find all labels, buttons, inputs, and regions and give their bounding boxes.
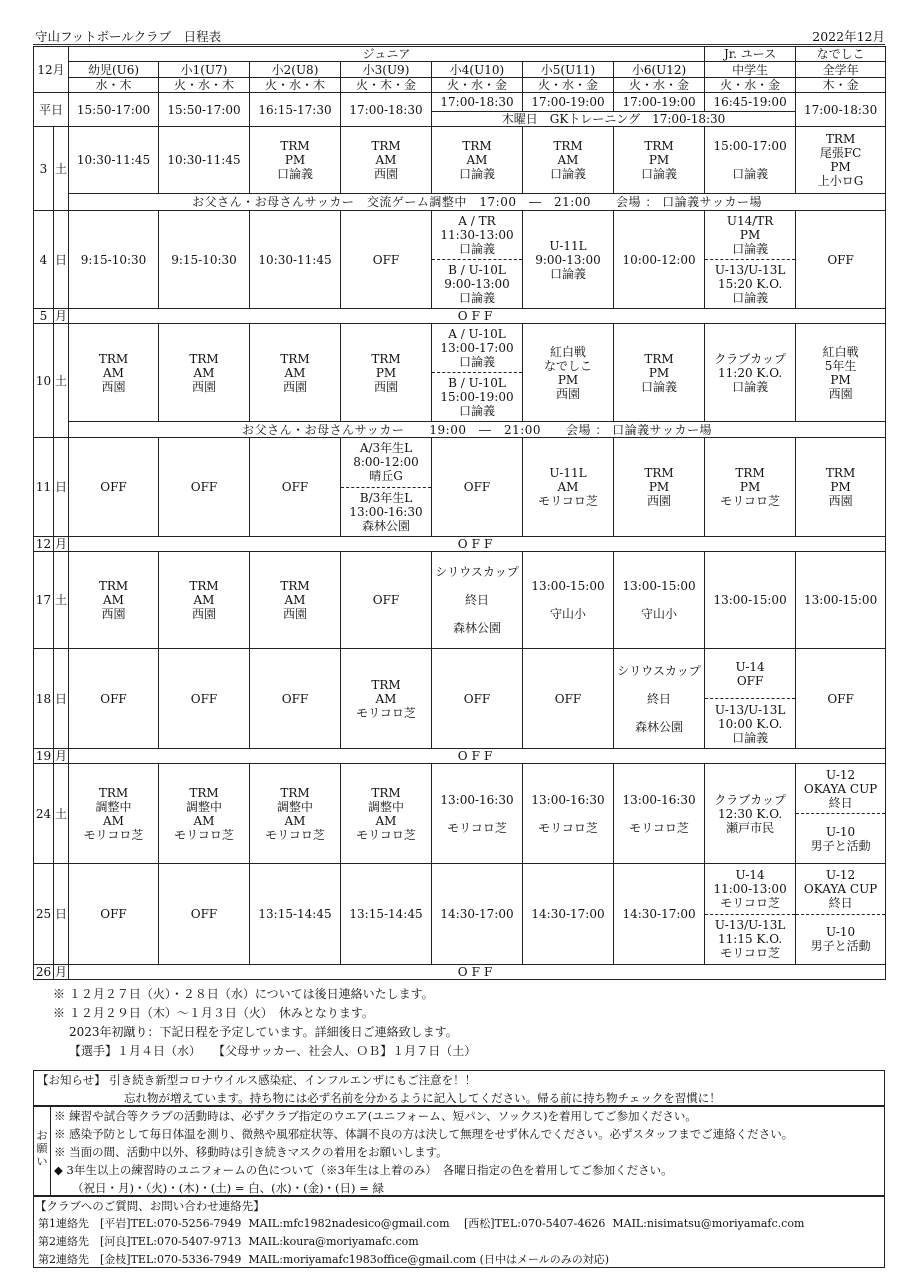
contact-line: 第1連絡先 [平岩]TEL:070-5256-7949 MAIL:mfc1982nadesico@gmail.com [西松]TEL:070-5407-4626 MAIL:nisimatsu@moriyamafc.com — [38, 1217, 805, 1230]
category-cell: 小2(U8) — [250, 62, 341, 78]
schedule-cell: TRM 調整中 AM モリコロ芝 — [341, 764, 432, 864]
date-cell: 10 — [34, 324, 54, 438]
schedule-cell-split — [432, 324, 523, 422]
split-top: U-12 OKAYA CUP 終日 — [796, 764, 885, 814]
schedule-cell: 13:00-15:00 — [796, 552, 886, 649]
request-line: ※ 練習や試合等クラブの活動時は、必ずクラブ指定のウエア(ユニフォーム、短パン、ソックス)を着用してご参加ください。 — [54, 1109, 697, 1123]
schedule-cell-split — [705, 864, 796, 965]
schedule-cell: OFF — [796, 211, 886, 309]
weekday-cell: 火・水・金 — [705, 78, 796, 93]
weekday-cell: 土 — [54, 127, 69, 211]
info-box — [33, 1070, 885, 1106]
category-cell: 小5(U11) — [523, 62, 614, 78]
schedule-cell: OFF — [796, 649, 886, 749]
schedule-cell: 13:15-14:45 — [250, 864, 341, 965]
split-top: A / TR 11:30-13:00 口論義 — [432, 211, 522, 260]
note-line: ※ １２月２７日（火）・２８日（水）については後日連絡いたします。 — [53, 987, 434, 1001]
request-line: ※ 当面の間、活動中以外、移動時は引き続きマスクの着用をお願いします。 — [54, 1145, 448, 1159]
info-line: 忘れ物が増えています。持ち物には必ず名前を分かるように記入してください。帰る前に持ち物チェックを習慣に！ — [124, 1091, 721, 1105]
schedule-cell: OFF — [250, 438, 341, 537]
schedule-cell: 10:30-11:45 — [159, 127, 250, 194]
gk-training-note: 木曜日 GKトレーニング 17:00-18:30 — [432, 112, 796, 127]
schedule-cell: シリウスカップ 終日 森林公園 — [432, 552, 523, 649]
date-cell: 19 — [34, 749, 54, 764]
date-cell: 5 — [34, 309, 54, 324]
requests-label-column — [34, 1107, 51, 1195]
request-line: （祝日・月)・（火)・(木)・(土) = 白、(水)・(金)・(日) = 緑 — [72, 1181, 384, 1195]
schedule-cell-split — [705, 211, 796, 309]
date-cell: 26 — [34, 965, 54, 980]
schedule-cell-split — [796, 864, 886, 965]
schedule-cell: 14:30-17:00 — [432, 864, 523, 965]
weekday-cell: 火・水・木 — [159, 78, 250, 93]
off-row: OFF — [69, 309, 886, 324]
split-top: A/3年生L 8:00-12:00 晴丘G — [341, 438, 431, 488]
split-top: U-14 OFF — [705, 649, 795, 699]
schedule-cell: TRM AM 西園 — [69, 324, 159, 422]
schedule-cell: 10:00-12:00 — [614, 211, 705, 309]
weekday-cell: 日 — [54, 649, 69, 749]
off-row: OFF — [69, 749, 886, 764]
weekday-cell: 火・水・金 — [432, 78, 523, 93]
schedule-cell: TRM AM 西園 — [159, 324, 250, 422]
split-top: U14/TR PM 口論義 — [705, 211, 795, 260]
parents-soccer-banner: お父さん・お母さんサッカー 交流ゲーム調整中 17:00 ― 21:00 会場 ： 口論義サッカー場 — [69, 194, 886, 211]
split-top: U-14 11:00-13:00 モリコロ芝 — [705, 864, 795, 915]
category-cell: 小4(U10) — [432, 62, 523, 78]
group-youth: Jr. ユース — [705, 47, 796, 62]
weekday-time: 15:50-17:00 — [69, 93, 159, 127]
schedule-cell: OFF — [341, 552, 432, 649]
request-line: ※ 感染予防として毎日体温を測り、微熱や風邪症状等、体調不良の方は決して無理をせず休んでください。必ずスタッフまでご連絡ください。 — [54, 1127, 794, 1141]
weekday-cell: 月 — [54, 965, 67, 979]
weekday-time: 17:00-19:00 — [523, 93, 614, 112]
weekday-cell: 日 — [54, 438, 69, 537]
schedule-cell: 13:00-16:30 モリコロ芝 — [432, 764, 523, 864]
split-bottom: U-13/U-13L 11:15 K.O. モリコロ芝 — [714, 918, 786, 961]
contact-line: 第2連絡先 [河良]TEL:070-5407-9713 MAIL:koura@moriyamafc.com — [38, 1235, 419, 1248]
schedule-cell: OFF — [69, 864, 159, 965]
schedule-cell: 15:00-17:00 口論義 — [705, 127, 796, 194]
schedule-cell: TRM AM 西園 — [69, 552, 159, 649]
schedule-cell: OFF — [159, 864, 250, 965]
schedule-cell: TRM PM 口論義 — [614, 324, 705, 422]
schedule-cell: OFF — [69, 438, 159, 537]
weekday-time: 17:00-19:00 — [614, 93, 705, 112]
request-line: ◆ 3年生以上の練習時のユニフォームの色について（※3年生は上着のみ） 各曜日指定の色を着用してご参加ください。 — [54, 1163, 673, 1177]
schedule-cell: OFF — [159, 438, 250, 537]
split-bottom: U-13/U-13L 15:20 K.O. 口論義 — [714, 263, 786, 305]
schedule-cell: 13:00-15:00 守山小 — [614, 552, 705, 649]
parents-soccer-banner: お父さん・お母さんサッカー 19:00 ― 21:00 会場 ： 口論義サッカー場 — [69, 422, 886, 438]
schedule-cell: TRM AM モリコロ芝 — [341, 649, 432, 749]
note-line: 【選手】１月４日（水） 【父母サッカー、社会人、ＯＢ】１月７日（土） — [69, 1044, 477, 1058]
schedule-cell: 紅白戦 5年生 PM 西園 — [796, 324, 886, 422]
schedule-notes — [33, 985, 885, 1061]
date-cell: 24 — [34, 764, 54, 864]
weekday-cell: 土 — [54, 552, 69, 649]
schedule-cell: OFF — [69, 649, 159, 749]
weekday-time: 15:50-17:00 — [159, 93, 250, 127]
group-nadeshiko: なでしこ — [796, 47, 886, 62]
schedule-cell: OFF — [250, 649, 341, 749]
schedule-cell-split — [705, 649, 796, 749]
schedule-cell: TRM PM 口論義 — [614, 127, 705, 194]
month-label: 2022年12月 — [812, 29, 885, 44]
date-cell: 12 — [34, 537, 54, 552]
schedule-cell: U-11L AM モリコロ芝 — [523, 438, 614, 537]
schedule-cell: クラブカップ 12:30 K.O. 瀬戸市民 — [705, 764, 796, 864]
schedule-cell: U-11L 9:00-13:00 口論義 — [523, 211, 614, 309]
weekday-cell: 月 — [54, 309, 67, 323]
contact-heading: 【クラブへのご質問、お問い合わせ連絡先】 — [35, 1199, 265, 1213]
weekday-cell: 火・木・金 — [341, 78, 432, 93]
category-cell: 小3(U9) — [341, 62, 432, 78]
schedule-cell: TRM PM 西園 — [796, 438, 886, 537]
requests-label: お願い — [36, 1129, 48, 1168]
schedule-cell: 10:30-11:45 — [69, 127, 159, 194]
off-row: OFF — [69, 537, 886, 552]
schedule-cell: TRM PM 西園 — [614, 438, 705, 537]
schedule-cell: TRM PM 口論義 — [250, 127, 341, 194]
weekday-cell: 水・木 — [69, 78, 159, 93]
schedule-cell: TRM AM 口論義 — [432, 127, 523, 194]
schedule-cell: OFF — [432, 649, 523, 749]
schedule-cell: TRM PM 西園 — [341, 324, 432, 422]
schedule-cell: 13:00-15:00 守山小 — [523, 552, 614, 649]
note-line: 2023年初蹴り：下記日程を予定しています。詳細後日ご連絡致します。 — [69, 1025, 458, 1039]
weekday-cell: 火・水・金 — [523, 78, 614, 93]
corner-month: 12月 — [34, 47, 69, 93]
schedule-cell: TRM AM 西園 — [250, 324, 341, 422]
weekday-cell: 木・金 — [796, 78, 886, 93]
weekday-cell: 月 — [54, 537, 67, 551]
contact-line: 第2連絡先 [金枝]TEL:070-5336-7949 MAIL:moriyamafc1983office@gmail.com (日中はメールのみの対応) — [38, 1253, 610, 1266]
split-bottom: U-13/U-13L 10:00 K.O. 口論義 — [714, 702, 786, 745]
group-junior: ジュニア — [69, 47, 705, 62]
schedule-table — [33, 46, 886, 980]
schedule-cell: 13:00-16:30 モリコロ芝 — [523, 764, 614, 864]
schedule-cell-split — [341, 438, 432, 537]
split-bottom: B/3年生L 13:00-16:30 森林公園 — [349, 490, 423, 533]
schedule-cell: クラブカップ 11:20 K.O. 口論義 — [705, 324, 796, 422]
split-top: A / U-10L 13:00-17:00 口論義 — [432, 324, 522, 373]
split-top: U-12 OKAYA CUP 終日 — [796, 864, 885, 915]
weekday-cell: 日 — [54, 864, 69, 965]
schedule-cell: TRM 調整中 AM モリコロ芝 — [69, 764, 159, 864]
weekday-cell: 火・水・金 — [614, 78, 705, 93]
split-bottom: B / U-10L 9:00-13:00 口論義 — [444, 263, 510, 305]
schedule-cell: TRM 尾張FC PM 上小ロG — [796, 127, 886, 194]
schedule-cell: 13:00-15:00 — [705, 552, 796, 649]
weekday-time: 17:00-18:30 — [341, 93, 432, 127]
schedule-cell: 13:15-14:45 — [341, 864, 432, 965]
date-cell: 11 — [34, 438, 54, 537]
split-bottom: B / U-10L 15:00-19:00 口論義 — [440, 376, 514, 418]
schedule-cell: OFF — [159, 649, 250, 749]
split-bottom: U-10 男子と活動 — [810, 824, 871, 853]
weekday-cell: 日 — [54, 211, 69, 309]
off-row: OFF — [69, 965, 886, 980]
schedule-cell-split — [796, 764, 886, 864]
schedule-cell: OFF — [341, 211, 432, 309]
schedule-cell: OFF — [523, 649, 614, 749]
schedule-cell: 紅白戦 なでしこ PM 西園 — [523, 324, 614, 422]
schedule-cell: 14:30-17:00 — [614, 864, 705, 965]
schedule-cell: OFF — [432, 438, 523, 537]
schedule-cell-split — [432, 211, 523, 309]
split-bottom: U-10 男子と活動 — [810, 925, 871, 954]
weekday-cell: 土 — [54, 764, 69, 864]
weekday-cell: 月 — [54, 749, 67, 763]
schedule-cell: 9:15-10:30 — [159, 211, 250, 309]
schedule-cell: 13:00-16:30 モリコロ芝 — [614, 764, 705, 864]
category-cell: 小1(U7) — [159, 62, 250, 78]
info-line: 【お知らせ】 引き続き新型コロナウイルス感染症、インフルエンザにもご注意を！！ — [37, 1073, 477, 1087]
weekday-cell: 土 — [54, 324, 69, 438]
date-cell: 18 — [34, 649, 54, 749]
schedule-cell: TRM AM 西園 — [250, 552, 341, 649]
header-rule — [33, 44, 885, 45]
schedule-cell: TRM AM 西園 — [159, 552, 250, 649]
contact-box — [33, 1196, 885, 1268]
schedule-cell: シリウスカップ 終日 森林公園 — [614, 649, 705, 749]
weekday-time: 16:45-19:00 — [705, 93, 796, 112]
category-cell: 幼児(U6) — [69, 62, 159, 78]
category-cell: 中学生 — [705, 62, 796, 78]
category-cell: 小6(U12) — [614, 62, 705, 78]
date-cell: 3 — [34, 127, 54, 211]
schedule-cell: 14:30-17:00 — [523, 864, 614, 965]
schedule-cell: TRM PM モリコロ芝 — [705, 438, 796, 537]
schedule-cell: TRM AM 口論義 — [523, 127, 614, 194]
weekday-cell: 火・水・木 — [250, 78, 341, 93]
schedule-cell: TRM 調整中 AM モリコロ芝 — [250, 764, 341, 864]
note-line: ※ １２月２９日（木）～１月３日（火） 休みとなります。 — [53, 1006, 374, 1020]
date-cell: 25 — [34, 864, 54, 965]
date-cell: 17 — [34, 552, 54, 649]
weekday-time: 16:15-17:30 — [250, 93, 341, 127]
schedule-cell: 10:30-11:45 — [250, 211, 341, 309]
schedule-cell: TRM 調整中 AM モリコロ芝 — [159, 764, 250, 864]
category-cell: 全学年 — [796, 62, 886, 78]
requests-box — [33, 1106, 885, 1196]
schedule-cell: TRM AM 西園 — [341, 127, 432, 194]
date-cell: 4 — [34, 211, 54, 309]
weekday-time: 17:00-18:30 — [796, 93, 886, 127]
schedule-cell: 9:15-10:30 — [69, 211, 159, 309]
weekday-label: 平日 — [34, 93, 69, 127]
weekday-time: 17:00-18:30 — [432, 93, 523, 112]
page-title: 守山フットボールクラブ 日程表 — [35, 29, 222, 44]
